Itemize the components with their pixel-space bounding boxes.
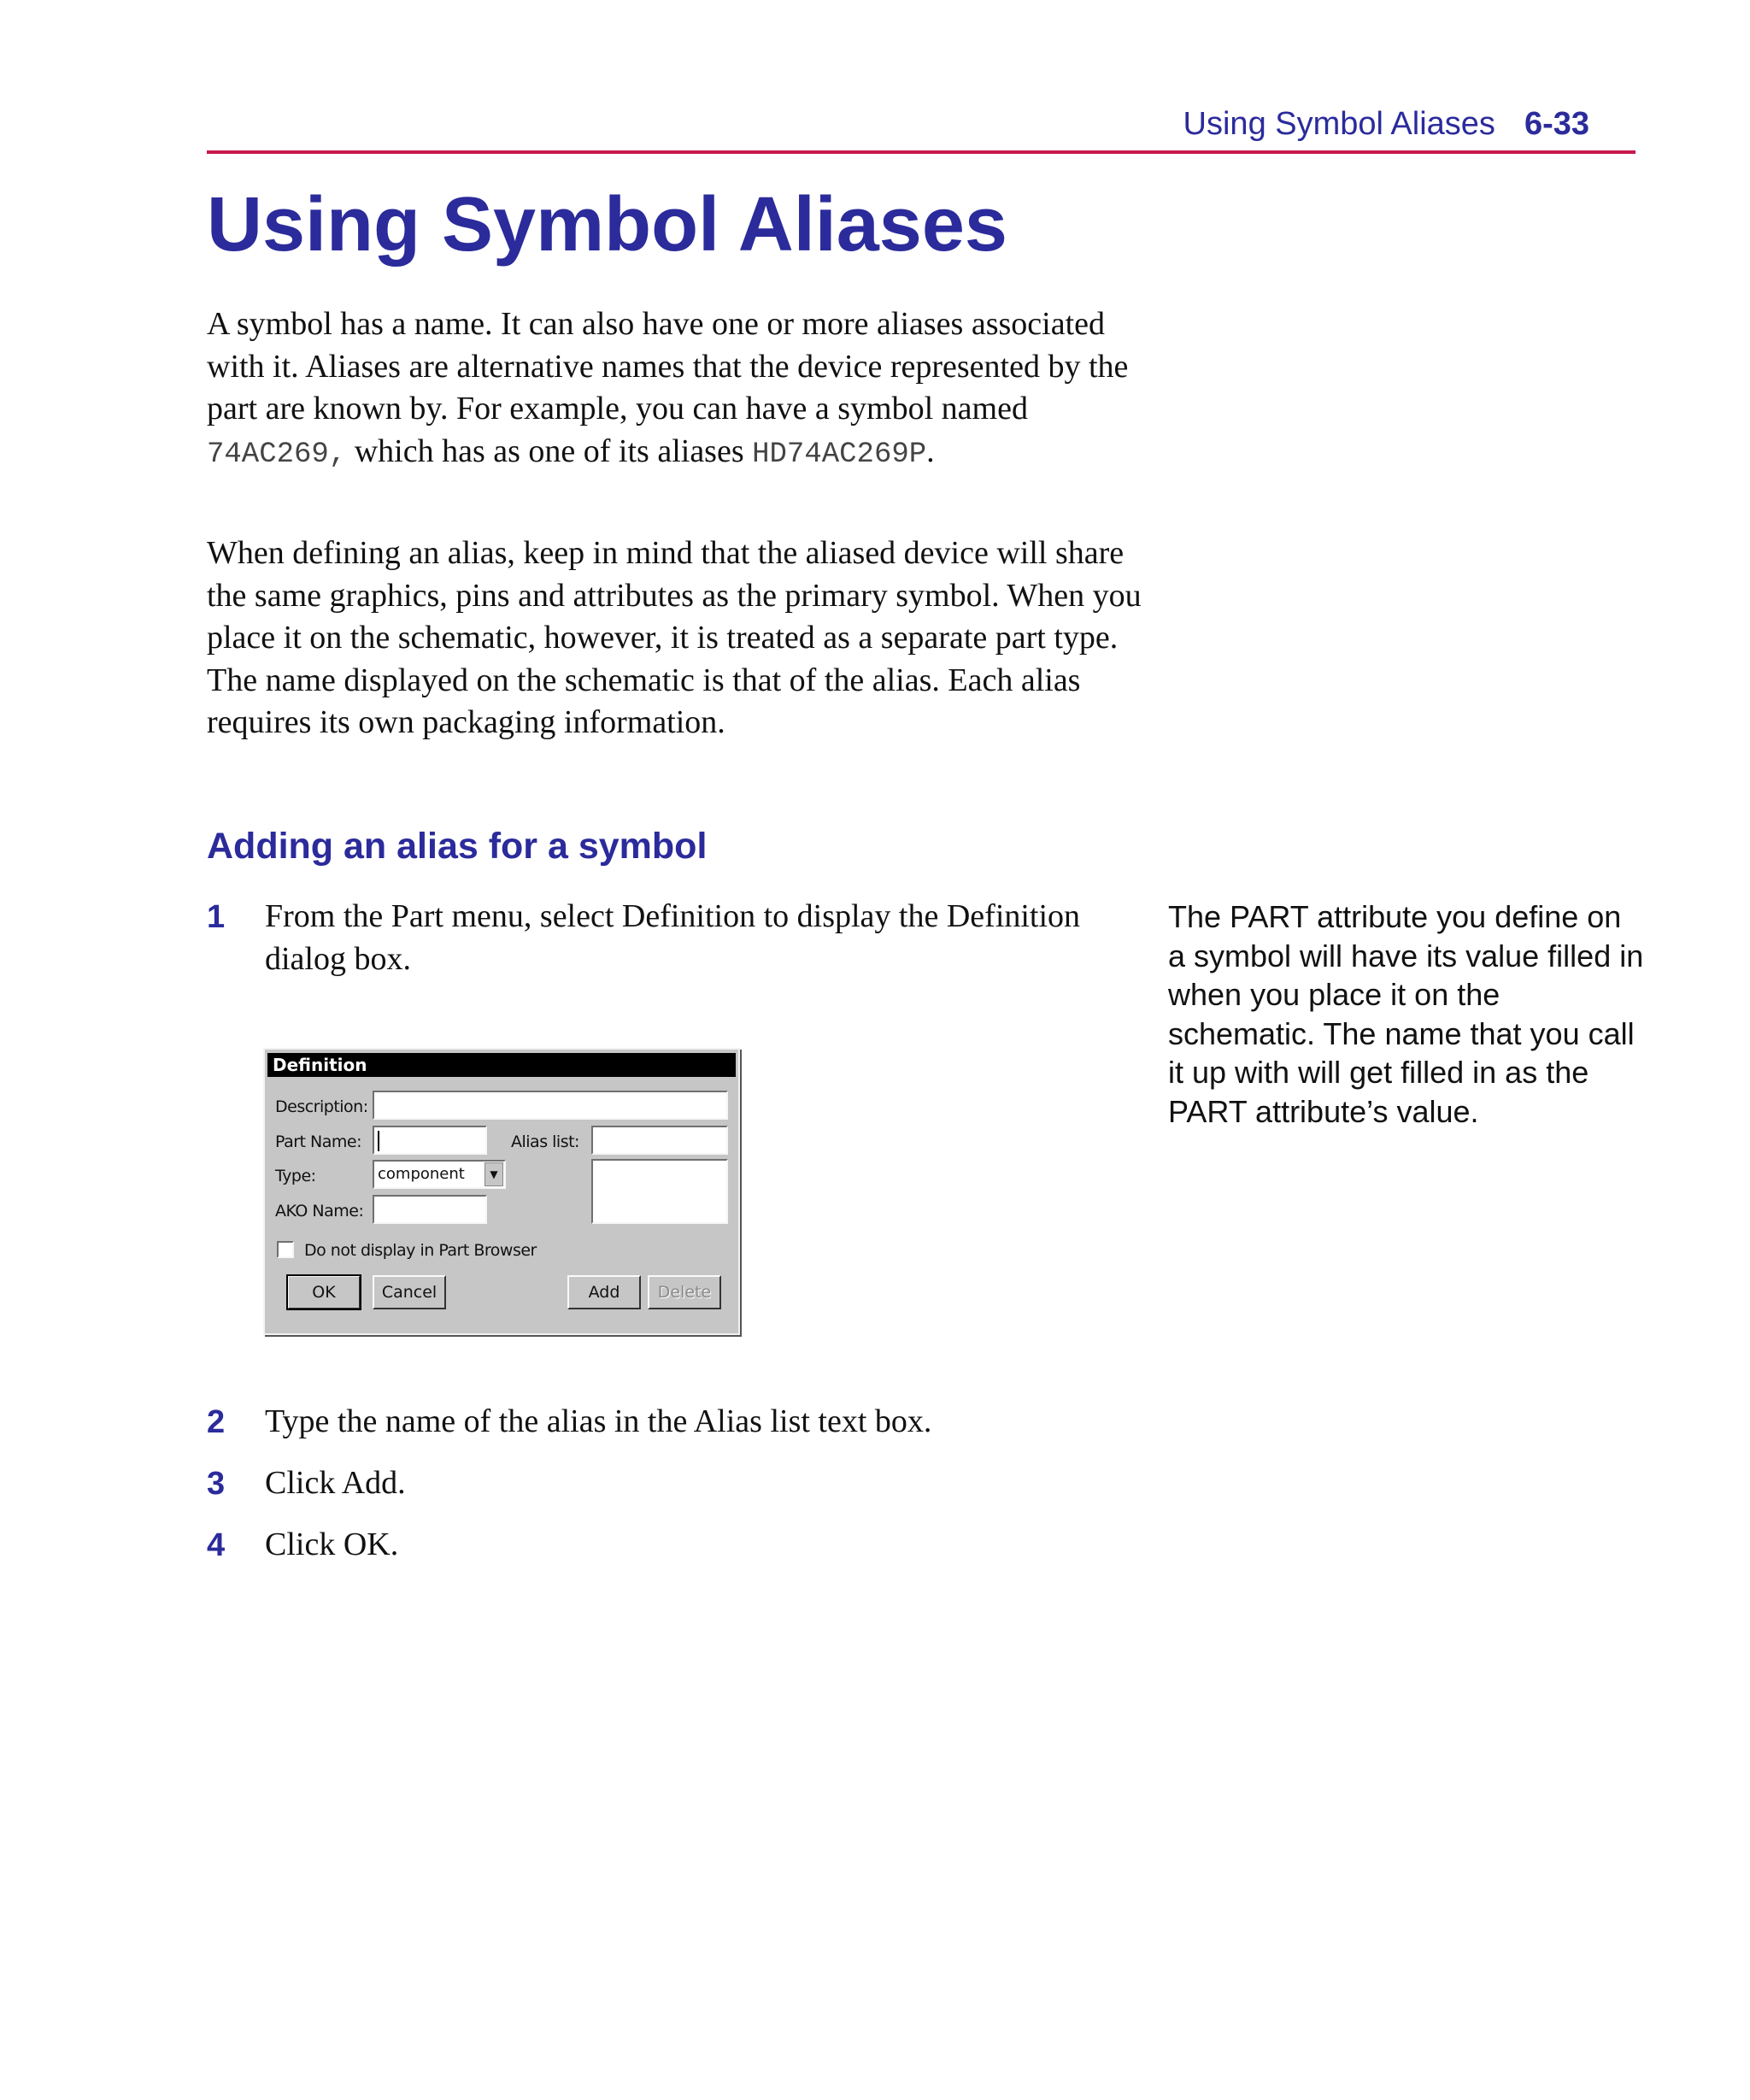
- type-select-value: component: [378, 1165, 465, 1183]
- type-label: Type:: [275, 1167, 316, 1185]
- margin-note: The PART attribute you define on a symbol will have its value filled in when you place it on the schematic. The name that you call it up with will get filled in as the PART attribute’s value.: [1168, 899, 1644, 1129]
- dialog-title-bar: Definition: [267, 1053, 736, 1077]
- description-field[interactable]: [373, 1091, 728, 1120]
- alias-list-field[interactable]: [591, 1126, 728, 1155]
- step-text: Click OK.: [265, 1526, 399, 1562]
- alias-list-label: Alias list:: [511, 1132, 579, 1151]
- chevron-down-icon[interactable]: ▼: [484, 1162, 503, 1186]
- step-text: From the Part menu, select Definition to display the Definition dialog box.: [265, 898, 1081, 977]
- delete-button[interactable]: Delete: [648, 1275, 721, 1309]
- cancel-button[interactable]: Cancel: [373, 1275, 446, 1309]
- header-title: Using Symbol Aliases: [1183, 106, 1495, 142]
- part-name-label: Part Name:: [275, 1132, 362, 1151]
- step-number: 3: [207, 1466, 226, 1502]
- hide-in-browser-label: Do not display in Part Browser: [304, 1241, 537, 1260]
- intro-text-b: which has as one of its aliases: [346, 432, 753, 469]
- ok-button[interactable]: OK: [287, 1275, 361, 1309]
- code-alias-name: HD74AC269P: [752, 438, 927, 471]
- ako-name-field[interactable]: [373, 1195, 487, 1224]
- section-heading: Adding an alias for a symbol: [207, 826, 708, 867]
- description-label: Description:: [275, 1097, 368, 1116]
- text-cursor: [378, 1131, 379, 1151]
- definition-dialog: [263, 1048, 740, 1335]
- step-number: 1: [207, 899, 226, 935]
- step-number: 4: [207, 1527, 226, 1563]
- step-text: Click Add.: [265, 1465, 406, 1501]
- alias-list-box[interactable]: [591, 1159, 728, 1224]
- intro-paragraph-1: [207, 303, 1147, 476]
- intro-text-c: .: [926, 432, 935, 469]
- code-symbol-name: 74AC269,: [207, 438, 347, 471]
- step-number: 2: [207, 1404, 226, 1440]
- hide-in-browser-checkbox[interactable]: [277, 1241, 294, 1258]
- page-title: Using Symbol Aliases: [207, 182, 1007, 268]
- step-text: Type the name of the alias in the Alias list text box.: [265, 1403, 932, 1439]
- add-button[interactable]: Add: [567, 1275, 641, 1309]
- intro-text-a: A symbol has a name. It can also have one or more aliases associated with it. Aliases are alternative names that the device represented by the part are known by. For example, you can have a symbol named: [207, 306, 1129, 426]
- type-select[interactable]: [373, 1160, 506, 1189]
- intro-paragraph-2: When defining an alias, keep in mind that the aliased device will share the same graphics, pins and attributes as the primary symbol. When you place it on the schematic, however, it is treated as a separate part type. The name displayed on the schematic is that of the alias. Each alias requires its own packaging information.: [207, 535, 1142, 740]
- page-number: 6-33: [1524, 106, 1589, 142]
- ako-name-label: AKO Name:: [275, 1202, 364, 1221]
- part-name-field[interactable]: [373, 1126, 487, 1155]
- header-rule: [207, 150, 1635, 154]
- running-header: [1183, 106, 1589, 143]
